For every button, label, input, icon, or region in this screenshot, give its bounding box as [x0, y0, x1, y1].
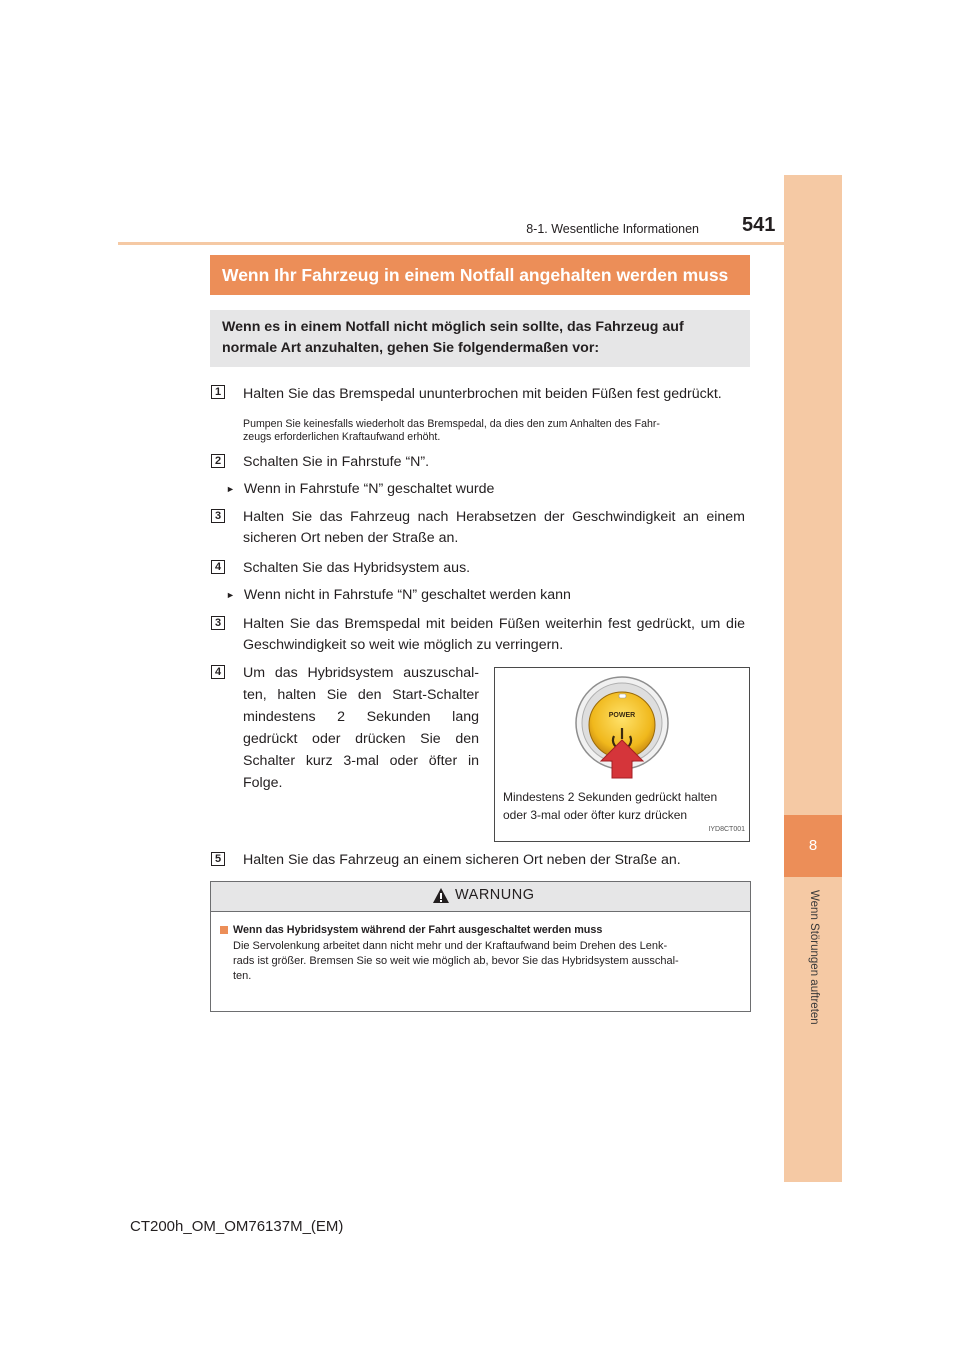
- section-title: Wenn Ihr Fahrzeug in einem Notfall angehalten werden muss: [210, 255, 750, 295]
- case-a-heading: [226, 479, 494, 500]
- warning-text-line-1: Die Servolenkung arbeitet dann nicht mehr und der Kraftaufwand beim Drehen des Lenk-: [233, 940, 668, 952]
- step-1-note-line-1: Pumpen Sie keinesfalls wiederholt das Bremspedal, da dies den zum Anhalten des Fahr-: [243, 418, 660, 430]
- case-a-label: Wenn in Fahrstufe “N” geschaltet wurde: [243, 481, 495, 497]
- warning-title: WARNUNG: [455, 887, 535, 903]
- triangle-bullet-icon: ►: [226, 590, 235, 600]
- step-4b-line-3: mindestens 2 Sekunden lang: [243, 709, 479, 725]
- power-button-figure: [494, 667, 750, 842]
- step-4b-line-5: Schalter kurz 3-mal oder öfter in: [243, 753, 479, 769]
- step-number-badge: 1: [211, 385, 225, 399]
- intro-box: Wenn es in einem Notfall nicht möglich sein sollte, das Fahrzeug auf normale Art anzuhalten, gehen Sie folgendermaßen vor:: [210, 310, 750, 367]
- case-b-label: Wenn nicht in Fahrstufe “N” geschaltet werden kann: [243, 587, 571, 603]
- step-number-badge: 3: [211, 616, 225, 630]
- triangle-bullet-icon: ►: [226, 484, 235, 494]
- header-divider: [118, 242, 840, 245]
- figure-caption-line-2: oder 3-mal oder öfter kurz drücken: [503, 808, 688, 822]
- step-number-badge: 4: [211, 665, 225, 679]
- step-number-badge: 2: [211, 454, 225, 468]
- chapter-heading: 8-1. Wesentliche Informationen: [526, 222, 699, 236]
- step-1-note-line-2: zeugs erforderlichen Kraftaufwand erhöht.: [243, 431, 441, 443]
- document-code-footer: CT200h_OM_OM76137M_(EM): [130, 1218, 344, 1235]
- step-4b-line-1: Um das Hybridsystem auszuschal-: [243, 665, 479, 681]
- page-number: 541: [742, 214, 776, 236]
- chapter-number-tab: 8: [784, 815, 842, 877]
- step-2-text: Schalten Sie in Fahrstufe “N”.: [243, 454, 430, 470]
- chapter-tab-label: Wenn Störungen auftreten: [808, 890, 820, 1025]
- figure-caption-line-1: Mindestens 2 Sekunden gedrückt halten: [503, 790, 718, 804]
- orange-square-bullet-icon: [220, 926, 228, 934]
- warning-item-heading: Wenn das Hybridsystem während der Fahrt ausgeschaltet werden muss: [233, 924, 603, 936]
- warning-triangle-icon: [432, 887, 450, 904]
- step-number-badge: 3: [211, 509, 225, 523]
- step-4a-text: Schalten Sie das Hybridsystem aus.: [243, 560, 471, 576]
- case-b-heading: [226, 585, 571, 606]
- warning-header: [211, 882, 750, 912]
- step-1-text: Halten Sie das Bremspedal ununterbrochen mit beiden Füßen fest gedrückt.: [243, 386, 722, 402]
- step-5-text: Halten Sie das Fahrzeug an einem sicheren Ort neben der Straße an.: [243, 852, 681, 868]
- step-4b-line-2: ten, halten Sie den Start-Schalter: [243, 687, 479, 703]
- step-4b-line-4: gedrückt oder drücken Sie den: [243, 731, 479, 747]
- warning-box: [210, 881, 751, 1012]
- warning-text-line-3: ten.: [233, 970, 252, 982]
- step-number-badge: 4: [211, 560, 225, 574]
- step-3b-line-2: Geschwindigkeit so weit wie möglich zu verringern.: [243, 637, 564, 653]
- step-4b-line-6: Folge.: [243, 775, 283, 791]
- warning-text-line-2: rads ist größer. Bremsen Sie so weit wie möglich ab, bevor Sie das Hybridsystem ausschal-: [233, 955, 679, 967]
- step-3a-line-2: sicheren Ort neben der Straße an.: [243, 530, 459, 546]
- figure-code: IYD8CT001: [708, 826, 745, 833]
- power-button-label: POWER: [608, 712, 636, 719]
- step-3a-line-1: Halten Sie das Fahrzeug nach Herabsetzen der Geschwindigkeit an einem: [243, 509, 745, 525]
- step-3b-line-1: Halten Sie das Bremspedal mit beiden Füßen weiterhin fest gedrückt, um die: [243, 616, 745, 632]
- step-number-badge: 5: [211, 852, 225, 866]
- chapter-tab-label-box: [792, 890, 836, 1040]
